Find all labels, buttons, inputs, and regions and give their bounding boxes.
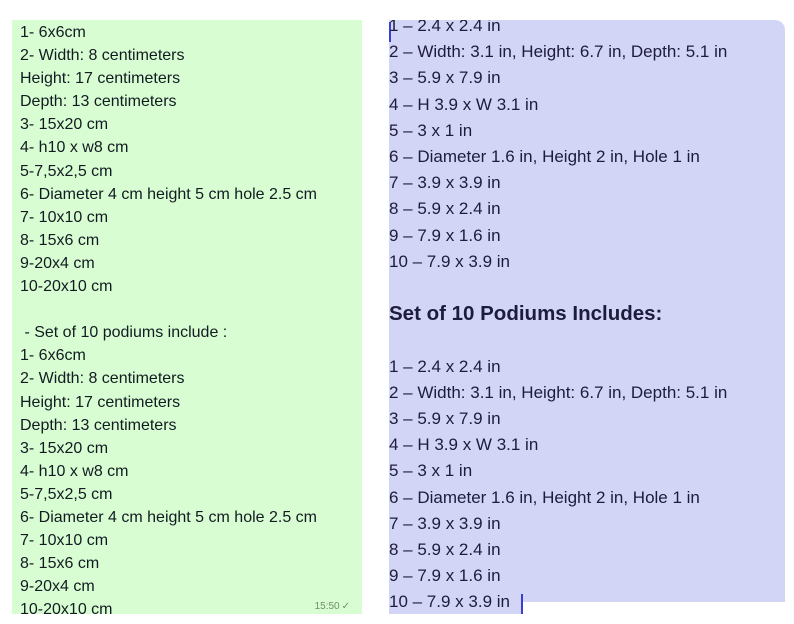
list-item: 4 – H 3.9 x W 3.1 in — [389, 94, 539, 114]
list-item: 4 – H 3.9 x W 3.1 in — [389, 435, 539, 455]
chat-message-text — [20, 21, 317, 614]
chat-line: 9-20x4 cm — [20, 578, 95, 596]
chat-line: 4- h10 x w8 cm — [20, 462, 129, 480]
chat-line: 9-20x4 cm — [20, 254, 95, 272]
chat-line: 6- Diameter 4 cm height 5 cm hole 2.5 cm — [20, 185, 318, 203]
chat-line: 5-7,5x2,5 cm — [20, 162, 113, 180]
chat-line: Height: 17 centimeters — [20, 70, 181, 88]
list-item: 10 – 7.9 x 3.9 in — [389, 251, 510, 271]
chat-line: 6- Diameter 4 cm height 5 cm hole 2.5 cm — [20, 508, 318, 526]
timestamp-text: 15:50 — [314, 601, 340, 612]
list-item: 7 – 3.9 x 3.9 in — [389, 513, 501, 533]
chat-line: Depth: 13 centimeters — [20, 93, 177, 111]
chat-line: 3- 15x20 cm — [20, 116, 109, 134]
chat-line: 5-7,5x2,5 cm — [20, 485, 113, 503]
list-item: 2 – Width: 3.1 in, Height: 6.7 in, Depth: 5.1 in — [389, 42, 728, 62]
chat-line: 10-20x10 cm — [20, 278, 113, 296]
chat-line: 3- 15x20 cm — [20, 439, 109, 457]
chat-line: 1- 6x6cm — [20, 347, 86, 365]
chat-line: 7- 10x10 cm — [20, 208, 109, 226]
chat-line: 2- Width: 8 centimeters — [20, 370, 185, 388]
document-content — [389, 20, 727, 614]
message-timestamp — [315, 601, 350, 612]
list-item: 1 – 2.4 x 2.4 in — [389, 20, 501, 35]
list-item: 3 – 5.9 x 7.9 in — [389, 68, 501, 88]
document-text-selection[interactable] — [385, 20, 785, 614]
blank-line — [389, 327, 727, 353]
chat-line: Height: 17 centimeters — [20, 393, 181, 411]
chat-line: 2- Width: 8 centimeters — [20, 47, 185, 65]
chat-line: 10-20x10 cm — [20, 601, 113, 614]
chat-line: 4- h10 x w8 cm — [20, 139, 129, 157]
blank-line — [389, 275, 727, 301]
read-receipt-icon: ✓ — [341, 601, 350, 612]
list-item: 5 – 3 x 1 in — [389, 461, 473, 481]
section-heading: Set of 10 Podiums Includes: — [389, 302, 663, 326]
chat-line: 8- 15x6 cm — [20, 555, 100, 573]
list-item: 3 – 5.9 x 7.9 in — [389, 409, 501, 429]
chat-message-bubble[interactable] — [12, 20, 362, 614]
chat-line: Depth: 13 centimeters — [20, 416, 177, 434]
list-item: 5 – 3 x 1 in — [389, 120, 473, 140]
chat-line: 7- 10x10 cm — [20, 532, 109, 550]
chat-line: 1- 6x6cm — [20, 24, 86, 41]
list-item: 9 – 7.9 x 1.6 in — [389, 566, 501, 586]
list-item: 7 – 3.9 x 3.9 in — [389, 173, 501, 193]
chat-line: 8- 15x6 cm — [20, 231, 100, 249]
list-item: 6 – Diameter 1.6 in, Height 2 in, Hole 1 in — [389, 147, 700, 167]
chat-line: - Set of 10 podiums include : — [20, 324, 228, 342]
list-item: 6 – Diameter 1.6 in, Height 2 in, Hole 1 in — [389, 487, 700, 507]
list-item: 8 – 5.9 x 2.4 in — [389, 540, 501, 560]
list-item: 10 – 7.9 x 3.9 in — [389, 592, 510, 612]
list-item: 8 – 5.9 x 2.4 in — [389, 199, 501, 219]
chat-blank-line — [20, 298, 317, 321]
list-item: 1 – 2.4 x 2.4 in — [389, 356, 501, 376]
list-item: 2 – Width: 3.1 in, Height: 6.7 in, Depth: 5.1 in — [389, 382, 728, 402]
list-item: 9 – 7.9 x 1.6 in — [389, 225, 501, 245]
